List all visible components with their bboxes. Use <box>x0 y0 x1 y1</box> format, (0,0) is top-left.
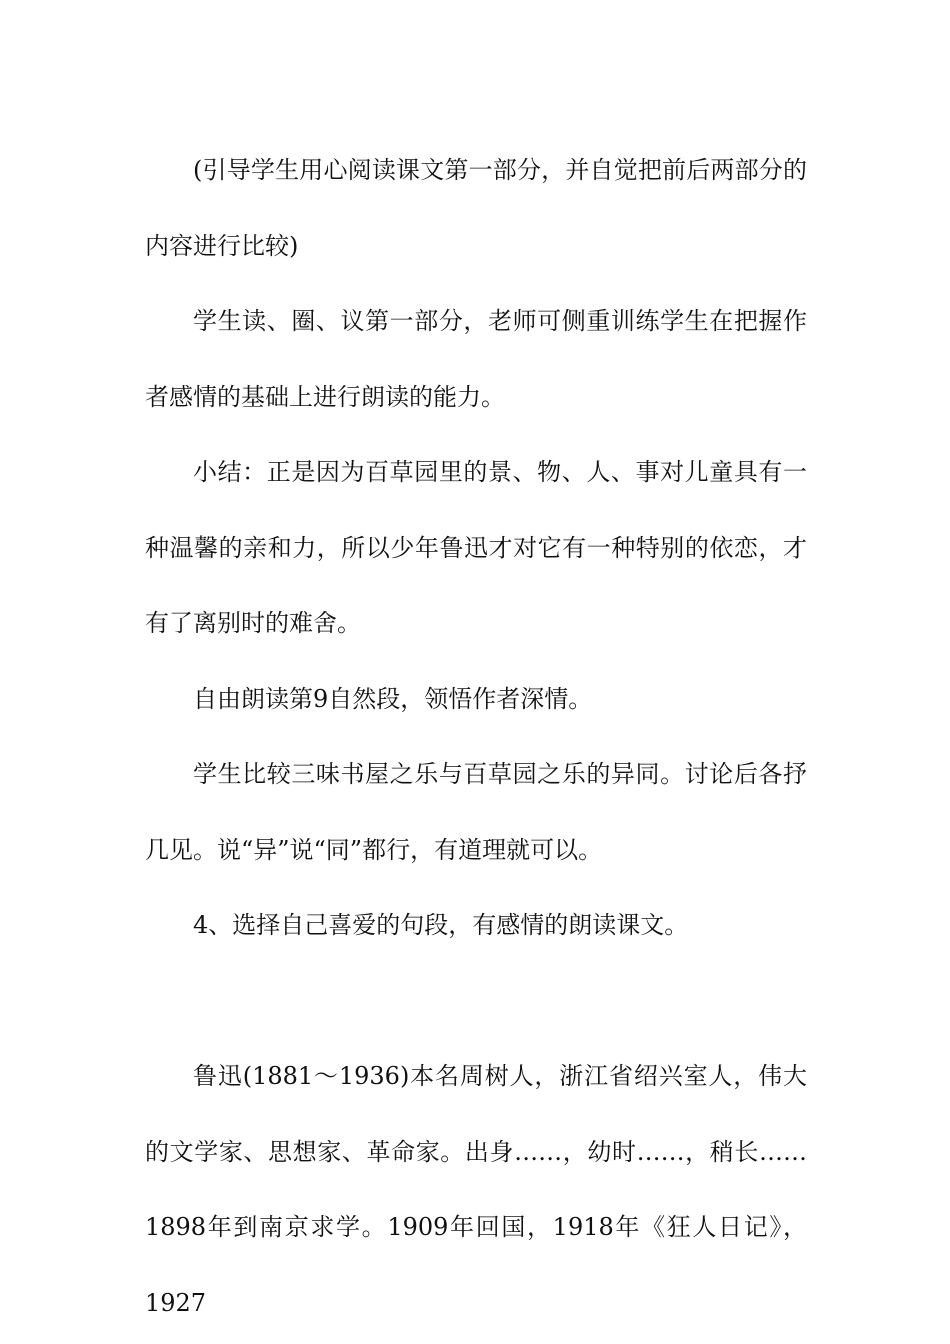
paragraph-author-bio: 鲁迅(1881～1936)本名周树人，浙江省绍兴室人，伟大的文学家、思想家、革命家。出身……，幼时……，稍长……1898年到南京求学。1909年回国，1918年《狂人日记》，1927 <box>145 1062 807 1317</box>
paragraph-spacer <box>145 964 807 1040</box>
document-body <box>145 133 807 1341</box>
paragraph-summary: 小结：正是因为百草园里的景、物、人、事对儿童具有一种温馨的亲和力，所以少年鲁迅才对它有一种特别的依恋，才有了离别时的难舍。 <box>145 458 807 637</box>
paragraph-free-reading: 自由朗读第9自然段，领悟作者深情。 <box>193 684 593 713</box>
paragraph-step-4: 4、选择自己喜爱的句段，有感情的朗读课文。 <box>193 911 689 939</box>
paragraph-guidance: (引导学生用心阅读课文第一部分，并自觉把前后两部分的内容进行比较) <box>145 156 807 260</box>
paragraph-student-reading: 学生读、圈、议第一部分，老师可侧重训练学生在把握作者感情的基础上进行朗读的能力。 <box>145 307 807 411</box>
paragraph-comparison: 学生比较三味书屋之乐与百草园之乐的异同。讨论后各抒几见。说“异”说“同”都行，有道理就可以。 <box>145 760 807 864</box>
